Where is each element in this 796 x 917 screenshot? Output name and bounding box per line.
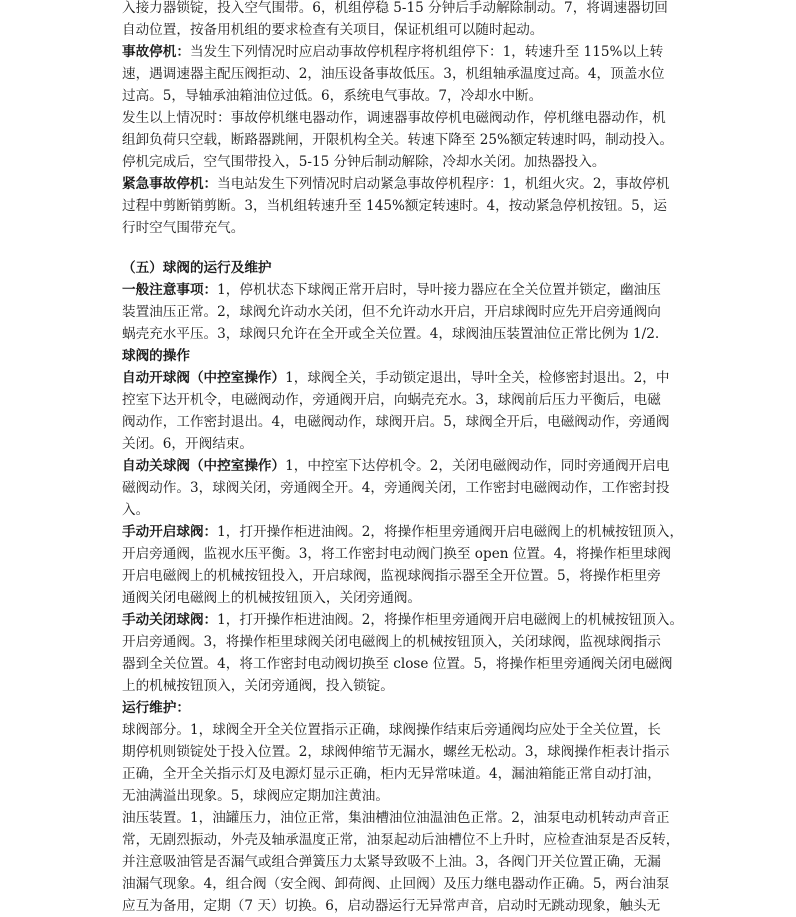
line-text: 过程中剪断销剪断。3，当机组转速升至 145%额定转速时。4，按动紧急停机按钮。5，运 (122, 198, 667, 214)
line-text: 常，无剧烈振动，外壳及轴承温度正常，油泵起动后油槽位不上升时，应检查油泵是否反转， (122, 832, 680, 848)
line-text: 1，中控室下达停机令。2，关闭电磁阀动作，同时旁通阀开启电 (285, 458, 670, 474)
section-heading: 自动开球阀（中控室操作） (122, 370, 286, 386)
section-heading: 紧急事故停机： (122, 176, 218, 192)
text-line (122, 85, 542, 107)
line-text: 1，打开操作柜进油阀。2，将操作柜里旁通阀开启电磁阀上的机械按钮顶入。 (217, 612, 684, 628)
section-heading: 一般注意事项： (122, 282, 218, 298)
text-line (122, 829, 679, 851)
line-text: 无油满溢出现象。5，球阀应定期加注黄油。 (122, 788, 389, 804)
text-line (122, 873, 669, 895)
text-line (122, 301, 661, 323)
text-line (122, 675, 394, 697)
text-line (122, 433, 253, 455)
line-text: 过高。5，导轴承油箱油位过低。6，系统电气事故。7，冷却水中断。 (122, 88, 543, 104)
text-line (122, 521, 683, 543)
text-line (122, 41, 663, 63)
line-text: 速，遇调速器主配压阀拒动、2，油压设备事故低压。3，机组轴承温度过高。4，顶盖水位 (122, 66, 665, 82)
line-text: 1，停机状态下球阀正常开启时，导叶接力器应在全关位置并锁定，幽油压 (217, 282, 661, 298)
text-line (122, 63, 665, 85)
line-text: 发生以上情况时：事故停机继电器动作，调速器事故停机电磁阀动作，停机继电器动作，机 (122, 110, 666, 126)
line-text: 通阀关闭电磁阀上的机械按钮顶入，关闭旁通阀。 (122, 590, 422, 606)
text-line (122, 173, 669, 195)
line-text: 上的机械按钮顶入，关闭旁通阀，投入锁锭。 (122, 678, 394, 694)
section-heading: 手动开启球阀： (122, 524, 218, 540)
line-text: 器到全关位置。4，将工作密封电动阀切换至 close 位置。5，将操作柜里旁通阀关闭电磁阀 (122, 656, 673, 672)
line-text: 正确，全开全关指示灯及电源灯显示正确，柜内无异常味道。4，漏油箱能正常自动打油， (122, 766, 661, 782)
line-text: 开启电磁阀上的机械按钮投入，开启球阀，监视球阀指示器至全开位置。5，将操作柜里旁 (122, 568, 661, 584)
text-line (122, 763, 661, 785)
line-text: 入。 (122, 502, 150, 518)
text-line (122, 895, 660, 917)
text-line (122, 785, 389, 807)
text-line (122, 217, 244, 239)
line-text: 1，球阀全关，手动锁定退出，导叶全关，检修密封退出。2，中 (285, 370, 670, 386)
line-text: 球阀部分。1，球阀全开全关位置指示正确，球阀操作结束后旁通阀均应处于全关位置，长 (122, 722, 661, 738)
text-line (122, 697, 190, 719)
text-line (122, 477, 669, 499)
line-text: 应互为备用，定期（7 天）切换。6，启动器运行无异常声音，启动时无跳动现象，触头无 (122, 898, 661, 914)
line-text: 磁阀动作。3，球阀关闭，旁通阀全开。4，旁通阀关闭，工作密封电磁阀动作，工作密封投 (122, 480, 670, 496)
text-line (122, 411, 669, 433)
text-line (122, 257, 272, 279)
text-line (122, 151, 605, 173)
text-line (122, 323, 659, 345)
text-line (122, 455, 669, 477)
section-heading: 事故停机： (122, 44, 190, 60)
text-line (122, 851, 661, 873)
text-line (122, 807, 669, 829)
line-text: 行时空气围带充气。 (122, 220, 245, 236)
line-text: 开启旁通阀。3，将操作柜里球阀关闭电磁阀上的机械按钮顶入，关闭球阀，监视球阀指示 (122, 634, 661, 650)
line-text: 装置油压正常。2，球阀允许动水关闭，但不允许动水开启，开启球阀时应先开启旁通阀向 (122, 304, 661, 320)
line-text: 当电站发生下列情况时启动紧急事故停机程序：1，机组火灾。2，事故停机 (217, 176, 670, 192)
text-line (122, 19, 543, 41)
line-text: 入接力器锁锭，投入空气围带。6，机组停稳 5-15 分钟后手动解除制动。7，将调速器切回 (122, 0, 668, 16)
text-line (122, 279, 661, 301)
text-line (122, 741, 669, 763)
line-text: 期停机则锁锭处于投入位置。2，球阀伸缩节无漏水，螺丝无松动。3，球阀操作柜表计指示 (122, 744, 670, 760)
text-line (122, 129, 673, 151)
line-text: 油漏气现象。4，组合阀（安全阀、卸荷阀、止回阀）及压力继电器动作正确。5，两台油泵 (122, 876, 670, 892)
text-line (122, 499, 149, 521)
text-line (122, 565, 661, 587)
line-text: 停机完成后，空气围带投入，5-15 分钟后制动解除，冷却水关闭。加热器投入。 (122, 154, 606, 170)
text-line (122, 389, 661, 411)
line-text: 组卸负荷只空载，断路器跳闸，开限机构全关。转速下降至 25%额定转速时吗，制动投入。 (122, 132, 674, 148)
text-line (122, 345, 190, 367)
text-line (122, 587, 421, 609)
section-heading: （五）球阀的运行及维护 (122, 260, 272, 276)
section-heading: 自动关球阀（中控室操作） (122, 458, 286, 474)
text-line (122, 653, 672, 675)
section-heading: 手动关闭球阀： (122, 612, 218, 628)
line-text: 蜗壳充水平压。3，球阀只允许在全开或全关位置。4，球阀油压装置油位正常比例为 1/2. (122, 326, 660, 342)
text-line (122, 719, 661, 741)
line-text: 关闭。6，开阀结束。 (122, 436, 253, 452)
line-text: 阀动作，工作密封退出。4，电磁阀动作，球阀开启。5，球阀全开后，电磁阀动作，旁通阀 (122, 414, 670, 430)
line-text: 控室下达开机令，电磁阀动作，旁通阀开启，向蜗壳充水。3，球阀前后压力平衡后，电磁 (122, 392, 661, 408)
text-line (122, 543, 671, 565)
text-line (122, 107, 666, 129)
text-line (122, 195, 667, 217)
line-text: 1，打开操作柜进油阀。2，将操作柜里旁通阀开启电磁阀上的机械按钮顶入， (217, 524, 684, 540)
text-line (122, 0, 668, 19)
text-line (122, 609, 683, 631)
text-line (122, 367, 669, 389)
line-text: 开启旁通阀，监视水压平衡。3，将工作密封电动阀门换至 open 位置。4，将操作柜里球阀 (122, 546, 671, 562)
line-text: 并注意吸油管是否漏气或组合弹簧压力太紧导致吸不上油。3，各阀门开关位置正确，无漏 (122, 854, 661, 870)
section-heading: 运行维护： (122, 700, 190, 716)
line-text: 自动位置，按备用机组的要求检查有关项目，保证机组可以随时起动。 (122, 22, 544, 38)
text-line (122, 631, 661, 653)
line-text: 油压装置。1，油罐压力，油位正常，集油槽油位油温油色正常。2，油泵电动机转动声音正 (122, 810, 670, 826)
section-heading: 球阀的操作 (122, 348, 190, 364)
line-text: 当发生下列情况时应启动事故停机程序将机组停下：1，转速升至 115%以上转 (189, 44, 664, 60)
